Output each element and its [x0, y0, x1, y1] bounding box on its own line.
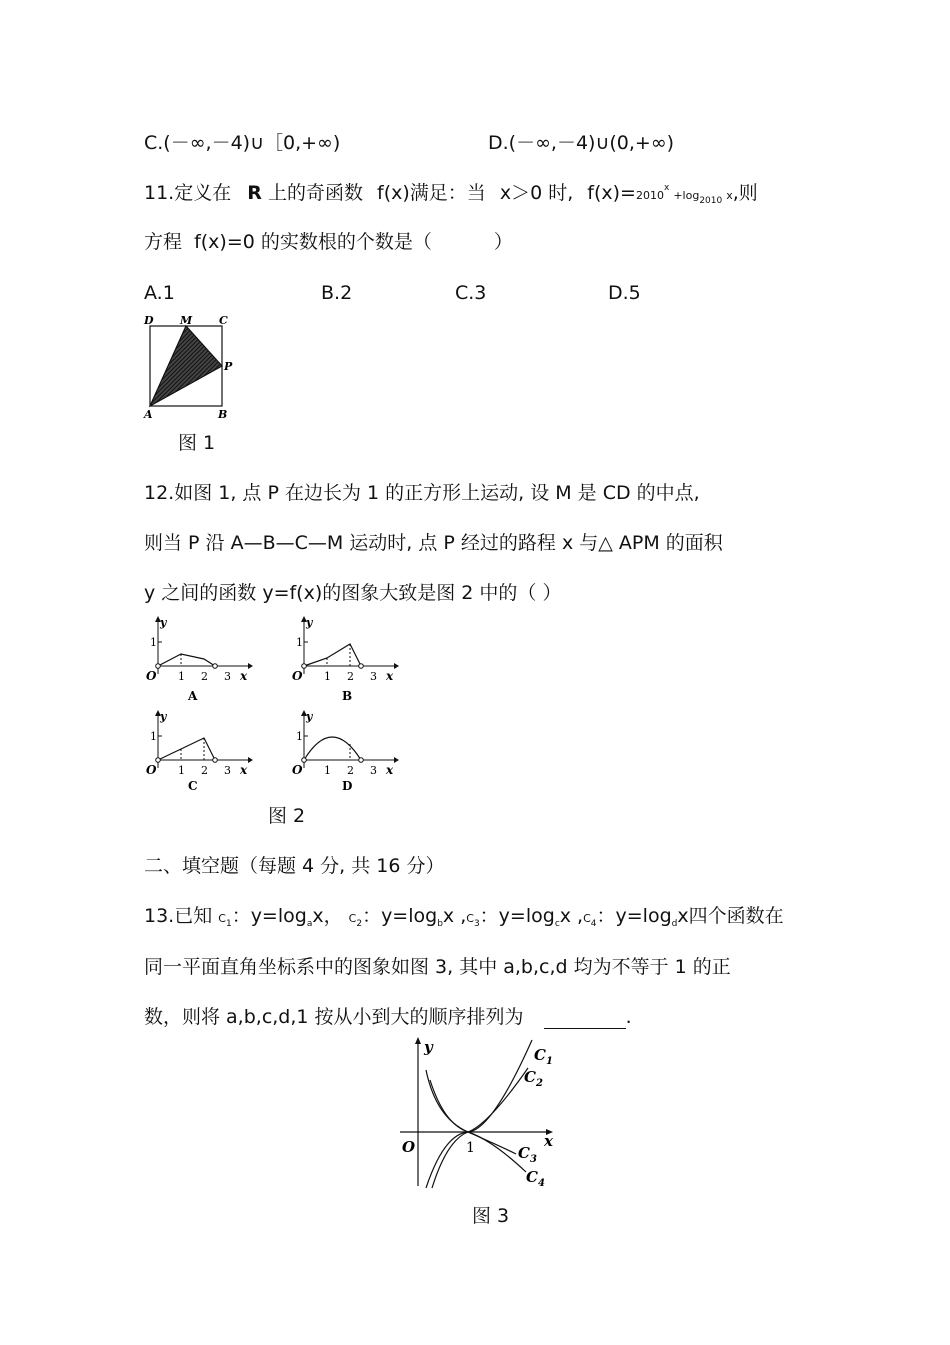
- svg-text:y: y: [306, 710, 313, 723]
- q12-line3: y 之间的函数 y=f(x)的图象大致是图 2 中的（ ）: [144, 582, 562, 604]
- svg-text:C: C: [188, 779, 198, 793]
- c4-arg: x: [677, 905, 689, 927]
- c2-label: C: [348, 912, 357, 925]
- origin-label: O: [402, 1138, 416, 1156]
- q10-option-c: C.(－∞,－4)∪［0,+∞): [144, 132, 341, 154]
- c1-base: a: [306, 919, 313, 929]
- q11-text: ）: [493, 231, 513, 253]
- svg-text:2: 2: [347, 764, 354, 777]
- q11-line2: [144, 230, 513, 254]
- figure-1-square: [140, 312, 240, 422]
- c4-base: d: [671, 919, 678, 929]
- q13-suffix: 四个函数在: [688, 905, 784, 927]
- q11-option-a: A.1: [144, 282, 175, 304]
- q11-text: 方程: [144, 231, 183, 253]
- svg-text:O: O: [292, 669, 303, 683]
- curve-c1: [426, 1040, 532, 1188]
- one-label: 1: [466, 1140, 475, 1156]
- q11-line1: [144, 181, 758, 209]
- svg-text:2: 2: [201, 670, 208, 683]
- graph-line: [304, 644, 361, 666]
- svg-text:y: y: [160, 710, 167, 723]
- svg-text:1: 1: [178, 670, 185, 683]
- q13-line3-text: 数，则将 a,b,c,d,1 按从小到大的顺序排列为: [144, 1006, 524, 1028]
- c4-eq: ：y=log: [596, 905, 672, 927]
- figure-2-caption: 图 2: [268, 805, 306, 827]
- c1-arg: x，: [312, 905, 343, 927]
- svg-text:1: 1: [324, 764, 331, 777]
- figure-1-caption: 图 1: [178, 432, 216, 454]
- figure-3-caption: 图 3: [472, 1205, 510, 1227]
- svg-text:1: 1: [150, 636, 157, 649]
- q12-line1: 12.如图 1, 点 P 在边长为 1 的正方形上运动, 设 M 是 CD 的中点,: [144, 482, 700, 504]
- svg-text:3: 3: [224, 670, 231, 683]
- svg-text:y: y: [160, 616, 167, 629]
- svg-text:3: 3: [370, 764, 377, 777]
- label-m: M: [180, 314, 193, 327]
- svg-text:x: x: [240, 763, 248, 777]
- figure-2-panel-b: [286, 614, 406, 706]
- figure-2-panel-d: [286, 708, 406, 800]
- curve-c2: [432, 1068, 528, 1188]
- label-d: D: [144, 314, 154, 327]
- svg-text:A: A: [188, 689, 198, 703]
- svg-text:2: 2: [201, 764, 208, 777]
- graph-curve: [304, 737, 361, 760]
- c4-label: C: [583, 912, 591, 925]
- q12-line2: 则当 P 沿 A—B—C—M 运动时, 点 P 经过的路程 x 与△ APM 的面积: [144, 532, 723, 554]
- c3-curve-label: $C_3$: [518, 1144, 537, 1165]
- q13-line3: [144, 1005, 632, 1029]
- label-c: C: [219, 314, 228, 327]
- q11-option-c: C.3: [455, 282, 487, 304]
- q11-fx: f(x)=: [587, 182, 636, 204]
- q13-prefix: 13.已知: [144, 905, 213, 927]
- svg-text:O: O: [146, 669, 157, 683]
- section-heading: 二、填空题（每题 4 分, 共 16 分）: [144, 855, 445, 877]
- figure-3-graph: [392, 1036, 572, 1192]
- svg-text:1: 1: [324, 670, 331, 683]
- svg-text:1: 1: [296, 730, 303, 743]
- c3-eq: ：y=log: [479, 905, 555, 927]
- svg-text:O: O: [292, 763, 303, 777]
- svg-text:x: x: [386, 763, 394, 777]
- q11-text: 11.定义在: [144, 182, 232, 204]
- c3-base: c: [554, 919, 560, 929]
- q11-option-d: D.5: [608, 282, 641, 304]
- q11-log: +log: [673, 189, 700, 202]
- svg-text:B: B: [342, 689, 353, 703]
- triangle-apm: [150, 326, 222, 406]
- graph-line: [158, 654, 215, 666]
- q11-base: 2010: [635, 189, 664, 202]
- svg-text:1: 1: [150, 730, 157, 743]
- svg-text:3: 3: [224, 764, 231, 777]
- c2-base: b: [437, 919, 443, 929]
- figure-2-panel-a: [140, 614, 260, 706]
- svg-text:D: D: [342, 779, 353, 793]
- svg-text:1: 1: [178, 764, 185, 777]
- label-b: B: [218, 408, 228, 421]
- x-axis-label: x: [544, 1132, 553, 1150]
- q13-line1: [144, 904, 784, 932]
- label-p: P: [224, 360, 233, 373]
- c1-sub: 1: [225, 919, 232, 929]
- c2-curve-label: $C_2$: [524, 1068, 543, 1089]
- y-axis-label: y: [424, 1038, 433, 1056]
- q11-option-b: B.2: [321, 282, 353, 304]
- c2-arg: x ,: [442, 905, 467, 927]
- q13-line2: 同一平面直角坐标系中的图象如图 3, 其中 a,b,c,d 均为不等于 1 的正: [144, 956, 731, 978]
- q13-period: .: [625, 1006, 632, 1028]
- c3-label: C: [466, 912, 474, 925]
- svg-text:3: 3: [370, 670, 377, 683]
- c4-sub: 4: [590, 919, 597, 929]
- q11-log-arg: x: [726, 189, 733, 202]
- q11-log-base: 2010: [699, 196, 723, 206]
- answer-blank[interactable]: [544, 1010, 626, 1029]
- q10-option-d: D.(－∞,－4)∪(0,+∞): [488, 132, 675, 154]
- c1-label: C: [218, 912, 226, 925]
- q11-text: f(x)满足：当: [377, 182, 486, 204]
- c2-sub: 2: [356, 919, 363, 929]
- svg-text:x: x: [240, 669, 248, 683]
- figure-2-panel-c: [140, 708, 260, 800]
- graph-line: [158, 738, 215, 760]
- c2-eq: ：y=log: [362, 905, 438, 927]
- c1-eq: ：y=log: [231, 905, 307, 927]
- c3-arg: x ,: [559, 905, 584, 927]
- q11-r: R: [247, 182, 262, 204]
- svg-text:1: 1: [296, 636, 303, 649]
- label-a: A: [144, 408, 153, 421]
- svg-text:x: x: [386, 669, 394, 683]
- svg-text:y: y: [306, 616, 313, 629]
- c3-sub: 3: [473, 919, 480, 929]
- svg-text:O: O: [146, 763, 157, 777]
- c1-curve-label: $C_1$: [534, 1046, 553, 1067]
- q11-text: x＞0 时,: [499, 182, 574, 204]
- q11-tail: ,则: [732, 182, 758, 204]
- svg-text:2: 2: [347, 670, 354, 683]
- q11-text: 上的奇函数: [267, 182, 363, 204]
- c4-curve-label: $C_4$: [526, 1168, 545, 1189]
- q11-text: f(x)=0 的实数根的个数是（: [194, 231, 432, 253]
- q11-exp: x: [663, 183, 670, 193]
